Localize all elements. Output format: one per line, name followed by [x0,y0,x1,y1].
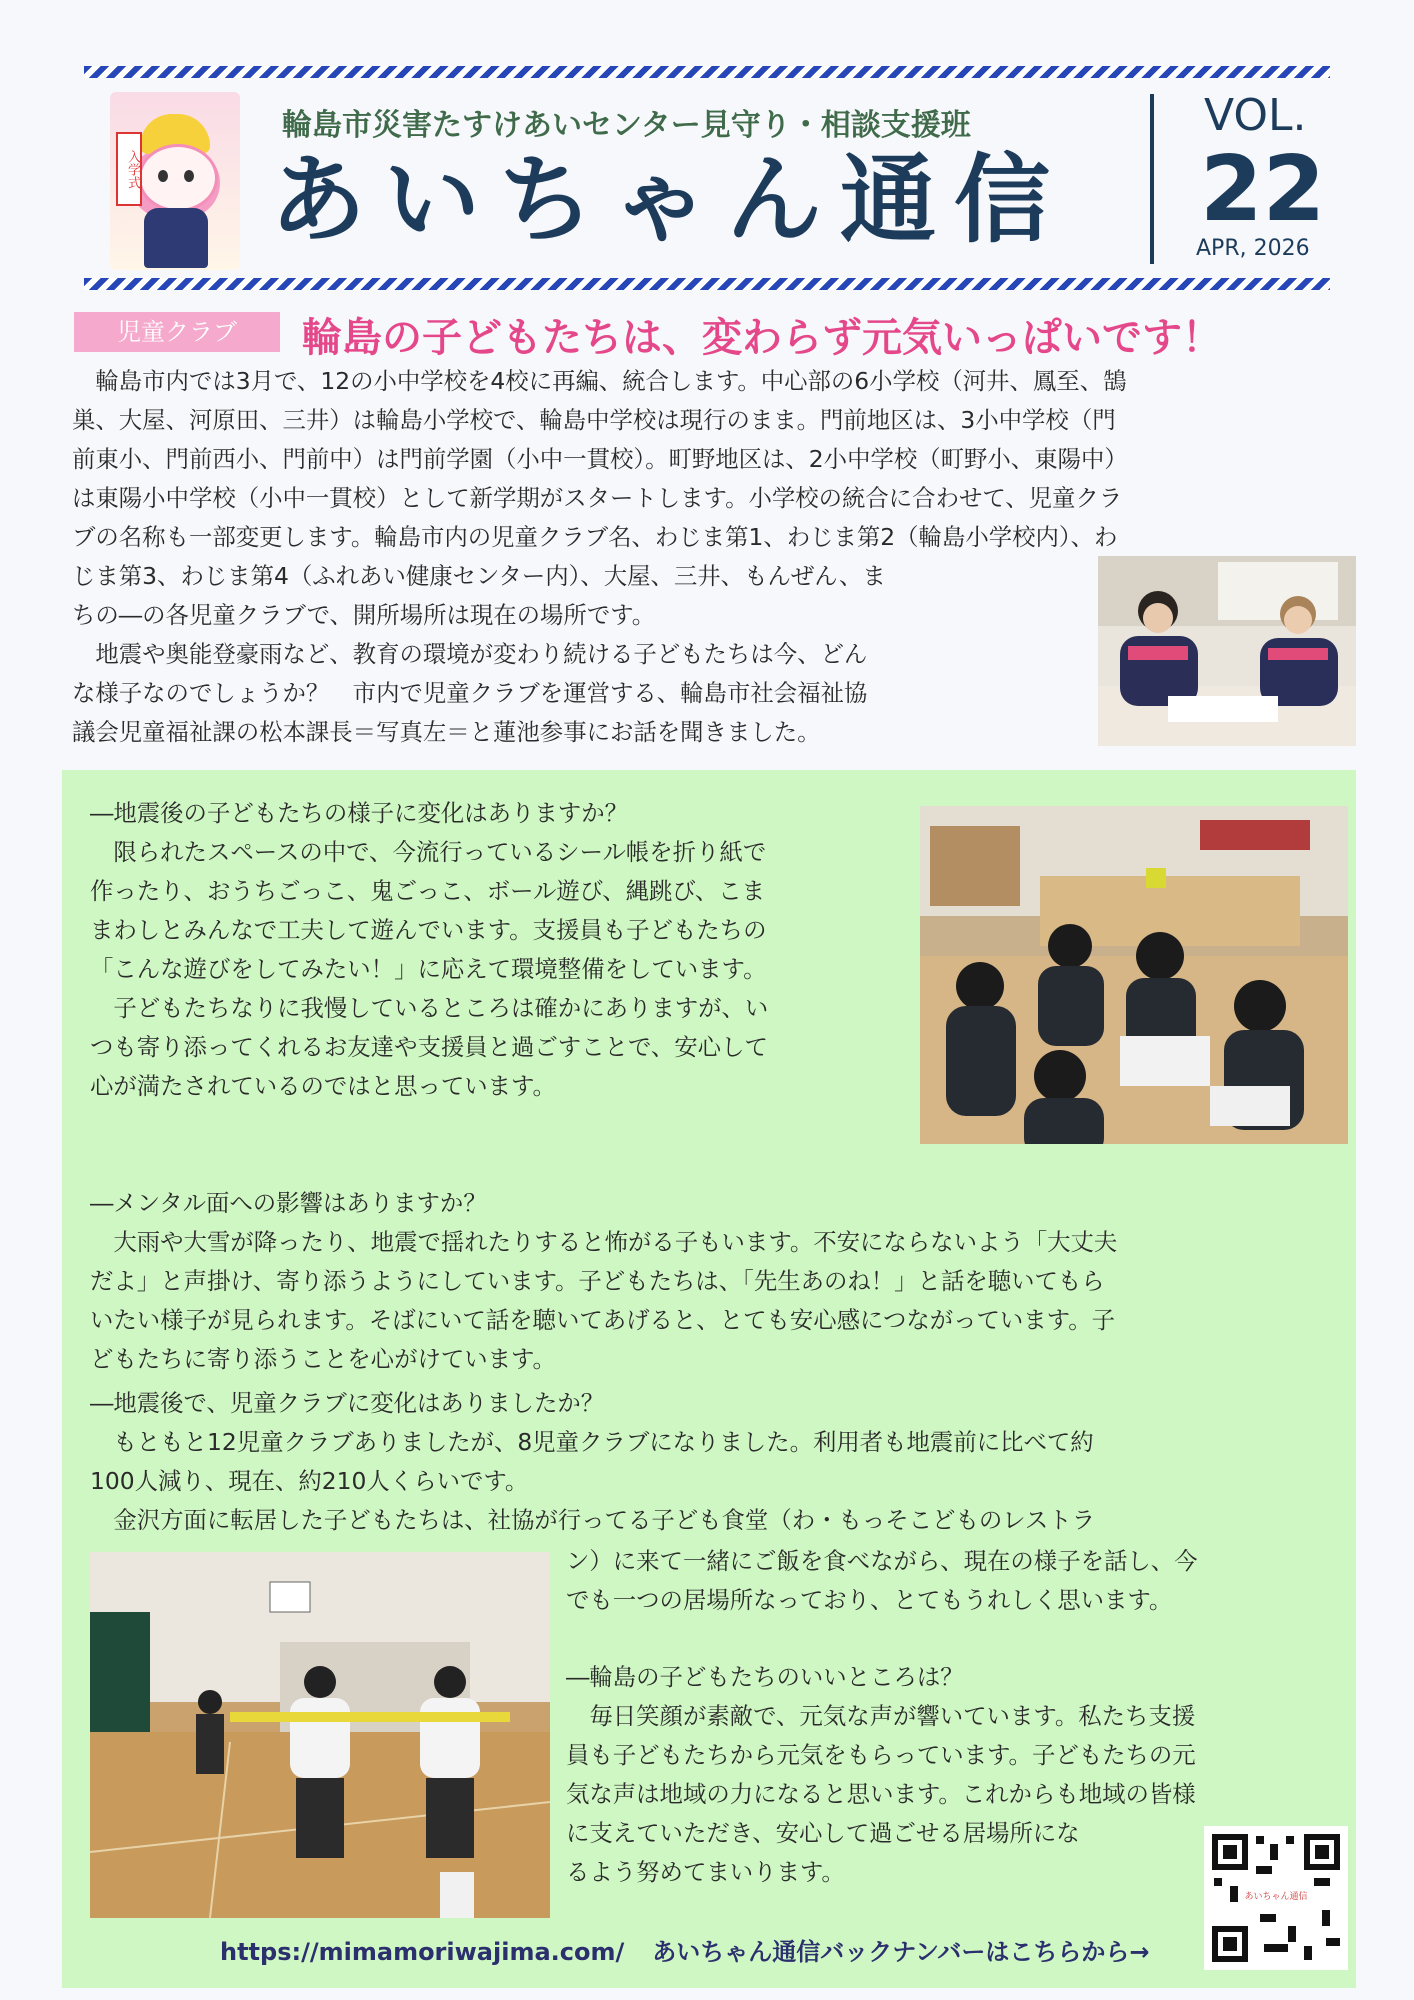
organization-name: 輪島市災害たすけあいセンター見守り・相談支援班 [282,108,971,143]
intro-line: ちの―の各児童クラブで、開所場所は現在の場所です。 [72,601,656,629]
backnumber-text: あいちゃん通信バックナンバーはこちらから→ [652,1938,1150,1966]
q4-line: 気な声は地域の力になると思います。これからも地域の皆様 [566,1780,1196,1808]
q2-line: だよ」と声掛け、寄り添うようにしています。子どもたちは、「先生あのね！」と話を聴いてもら [90,1267,1105,1295]
newsletter-title: あいちゃん通信 [270,144,1068,256]
vol-label: VOL. [1204,90,1307,141]
q3-line: ―地震後で、児童クラブに変化はありましたか？ [90,1389,605,1417]
intro-line: 前東小、門前西小、門前中）は門前学園（小中一貫校）。町野地区は、2小中学校（町野小、東陽中） [72,445,1128,473]
q3-line: ン）に来て一緒にご飯を食べながら、現在の様子を話し、今 [566,1547,1198,1575]
staff-interview-photo [1098,556,1356,746]
q1-line: つも寄り添ってくれるお友達や支援員と過ごすことで、安心して [90,1033,768,1061]
q1-answer [90,794,920,1106]
q2-line: ―メンタル面への影響はありますか？ [90,1189,487,1217]
website-link[interactable]: https://mimamoriwajima.com/ [220,1938,625,1966]
q3-line: でも一つの居場所なっており、とてもうれしく思います。 [566,1586,1173,1614]
intro-paragraph [72,362,1362,557]
qr-label: あいちゃん通信 [1244,1888,1308,1906]
gym-play-photo [90,1552,550,1918]
q2-answer [90,1184,1350,1379]
q2-line: 大雨や大雪が降ったり、地震で揺れたりすると怖がる子もいます。不安にならないよう「大丈夫 [90,1228,1118,1256]
intro-line: 輪島市内では3月で、12の小中学校を4校に再編、統合します。中心部の6小学校（河井、鳳至、鵠 [72,367,1127,395]
q1-line: 作ったり、おうちごっこ、鬼ごっこ、ボール遊び、縄跳び、こま [90,877,766,905]
intro-line: 議会児童福祉課の松本課長＝写真左＝と蓮池参事にお話を聞きました。 [72,718,821,746]
vol-number: 22 [1200,137,1326,242]
q1-line: まわしとみんなで工夫して遊んでいます。支援員も子どもたちの [90,916,767,944]
intro-paragraph-continued [72,557,1082,752]
q1-line: ―地震後の子どもたちの様子に変化はありますか？ [90,799,628,827]
q3-line: 金沢方面に転居した子どもたちは、社協が行ってる子ども食堂（わ・もっそこどものレストラ [90,1506,1096,1534]
q2-line: どもたちに寄り添うことを心がけています。 [90,1345,556,1373]
intro-line: な様子なのでしょうか？ 市内で児童クラブを運営する、輪島市社会福祉協 [72,679,868,707]
backnumber-qr-code[interactable] [1204,1826,1348,1970]
header-divider [1150,94,1154,264]
intro-line: ブの名称も一部変更します。輪島市内の児童クラブ名、わじま第1、わじま第2（輪島小学校内）、わ [72,523,1118,551]
q3-line: 100人減り、現在、約210人くらいです。 [90,1467,529,1495]
q1-line: 子どもたちなりに我慢しているところは確かにありますが、い [90,994,769,1022]
intro-line: 地震や奥能登豪雨など、教育の環境が変わり続ける子どもたちは今、どん [72,640,868,668]
mascot-illustration [110,92,240,270]
section-badge: 児童クラブ [74,312,280,352]
q4-line: 員も子どもたちから元気をもらっています。子どもたちの元 [566,1741,1196,1769]
article-headline: 輪島の子どもたちは、変わらず元気いっぱいです！ [302,315,1222,361]
q3-line: もともと12児童クラブありましたが、8児童クラブになりました。利用者も地震前に比べて約 [90,1428,1094,1456]
header-bottom-stripe [84,278,1330,290]
q4-line: に支えていただき、安心して過ごせる居場所にな [566,1819,1080,1847]
footer-line [220,1932,1149,1967]
children-drawing-photo [920,806,1348,1144]
issue-date: APR, 2026 [1196,236,1310,261]
q1-line: 心が満たされているのではと思っています。 [90,1072,556,1100]
mascot-tag: 入学式 [116,132,142,206]
intro-line: は東陽小中学校（小中一貫校）として新学期がスタートします。小学校の統合に合わせて、児童クラ [72,484,1123,512]
q4-line: ―輪島の子どもたちのいいところは？ [566,1663,964,1691]
intro-line: 巣、大屋、河原田、三井）は輪島小学校で、輪島中学校は現行のまま。門前地区は、3小中学校（門 [72,406,1116,434]
top-stripe [84,66,1330,78]
q3-answer-continued [566,1542,1356,1620]
q4-line: るよう努めてまいります。 [566,1858,845,1886]
q1-line: 限られたスペースの中で、今流行っているシール帳を折り紙で [90,838,767,866]
q1-line: 「こんな遊びをしてみたい！」に応えて環境整備をしています。 [90,955,767,983]
intro-line: じま第3、わじま第4（ふれあい健康センター内）、大屋、三井、もんぜん、ま [72,562,886,590]
q4-line: 毎日笑顔が素敵で、元気な声が響いています。私たち支援 [566,1702,1196,1730]
q2-line: いたい様子が見られます。そばにいて話を聴いてあげると、とても安心感につながっています。子 [90,1306,1115,1334]
q3-answer [90,1384,1350,1540]
